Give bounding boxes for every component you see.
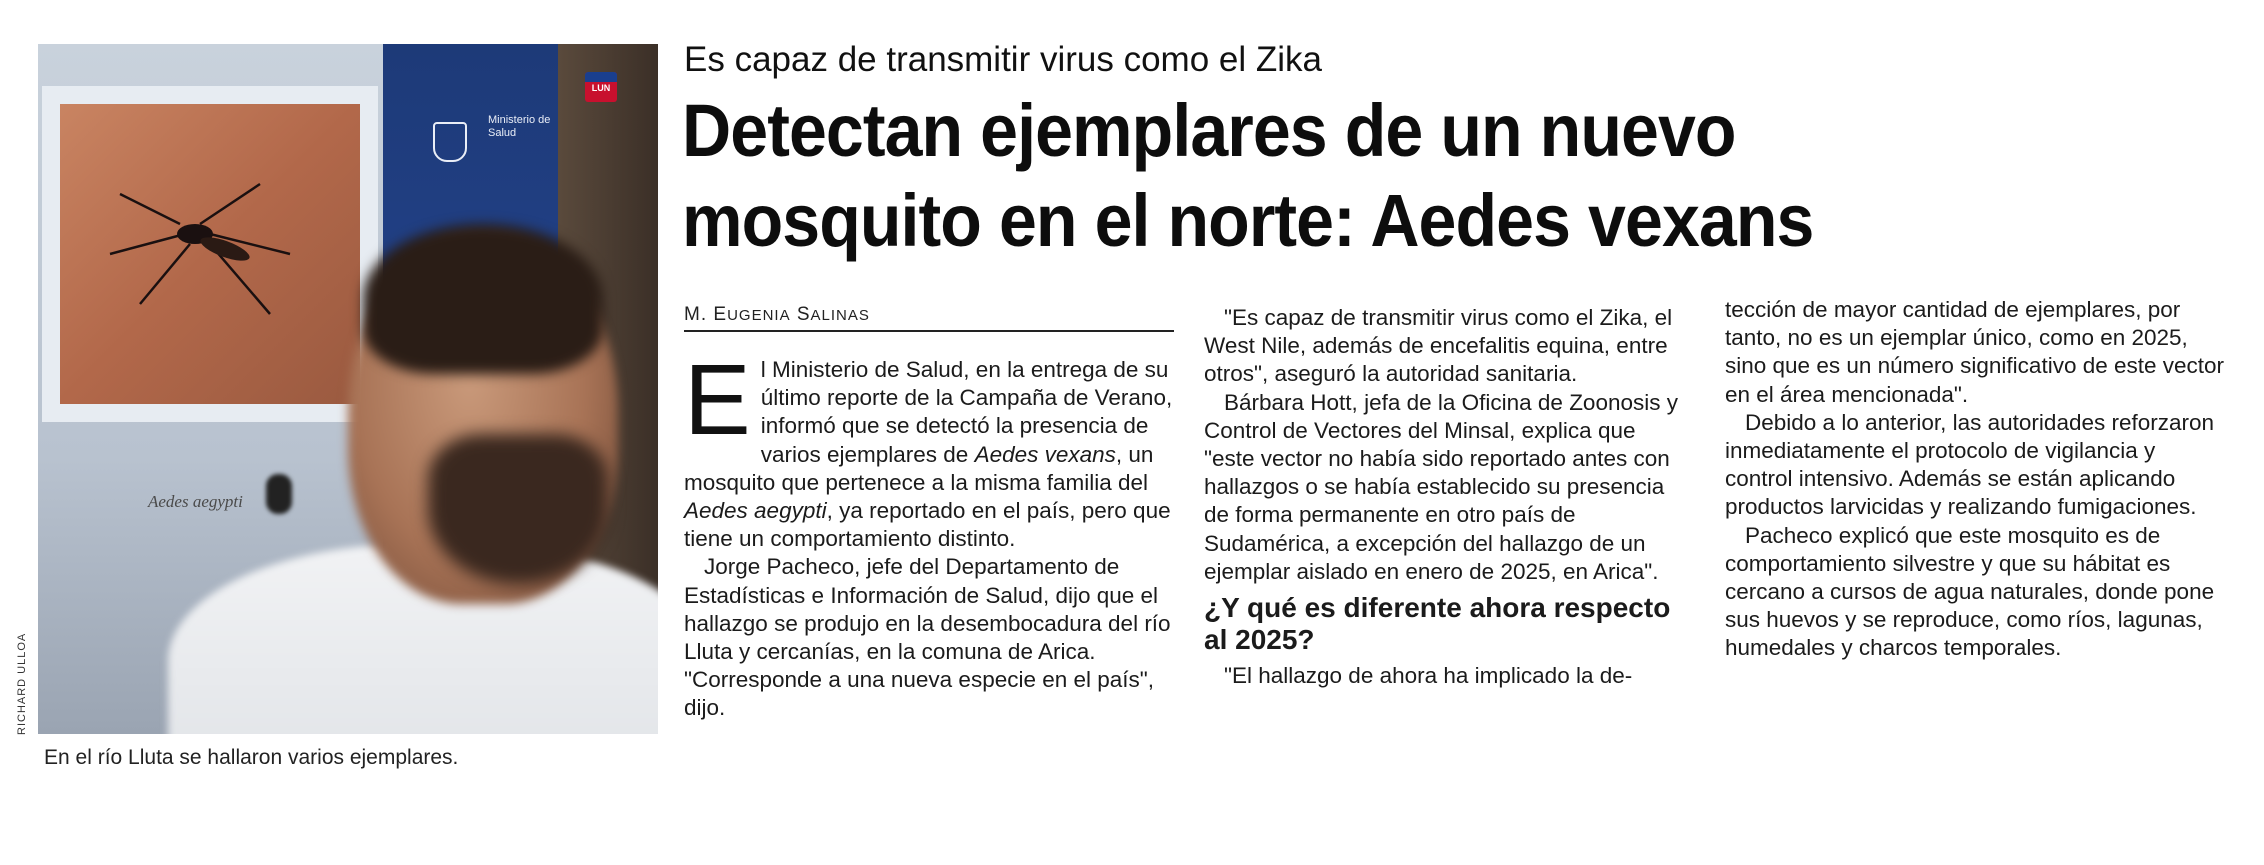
headline-line-2: mosquito en el norte: Aedes vexans xyxy=(682,179,1814,262)
photo-credit: RICHARD ULLOA xyxy=(16,632,28,735)
paragraph-5-continued: tección de mayor cantidad de ejemplares, por tanto, no es un ejemplar único, como en 2025, sino que es un número significativo de este vector en el área mencionada". xyxy=(1725,297,2225,407)
headline-line-1: Detectan ejemplares de un nuevo xyxy=(682,89,1736,172)
byline-last-rest: ALINAS xyxy=(810,307,870,324)
paragraph-3: "Es capaz de transmitir virus como el Zika, el West Nile, además de encefalitis equina, entre otros", aseguró la autoridad sanitaria. xyxy=(1204,305,1673,387)
byline-first-rest: UGENIA xyxy=(727,307,791,324)
mosquito-icon xyxy=(60,104,360,404)
article-column-2 xyxy=(1204,304,1690,690)
byline-last-initial: S xyxy=(796,304,811,325)
article-photo xyxy=(38,44,658,734)
photo-caption: En el río Lluta se hallaron varios ejemplares. xyxy=(44,746,459,769)
paragraph-5-start: "El hallazgo de ahora ha implicado la de- xyxy=(1224,663,1633,689)
ministry-label: Ministerio de Salud xyxy=(488,114,551,139)
article-headline xyxy=(682,86,2117,266)
projection-screen xyxy=(60,104,360,404)
byline-first-initials: M. E xyxy=(684,304,728,325)
article-kicker: Es capaz de transmitir virus como el Zika xyxy=(684,40,1322,79)
subheading: ¿Y qué es diferente ahora respecto al 2025? xyxy=(1204,592,1671,656)
paragraph-2: Jorge Pacheco, jefe del Departamento de Estadísticas e Información de Salud, dijo que el hallazgo se produjo en la desembocadura del río Lluta y cercanías, en la comuna de Arica. "Corresponde a una nueva especie en el país", dijo. xyxy=(684,554,1171,721)
paragraph-7: Pacheco explicó que este mosquito es de comportamiento silvestre y que su hábitat es cercano a cursos de agua naturales, donde pone sus huevos y se reproduce, como ríos, lagunas, humedales y charcos temporales. xyxy=(1725,522,2215,661)
lun-logo-text: LUN xyxy=(591,83,611,93)
drop-cap: E xyxy=(684,344,751,456)
photo-credit-wrap xyxy=(16,632,30,865)
paragraph-4: Bárbara Hott, jefa de la Oficina de Zoonosis y Control de Vectores del Minsal, explica que "este vector no había sido reportado antes con hallazgos o se había establecido su presencia de forma permanente en otro país de Sudamérica, a excepción del hallazgo de un ejemplar aislado en enero de 2025, en Arica". xyxy=(1204,389,1678,584)
article-column-3 xyxy=(1725,296,2225,663)
microphone xyxy=(266,474,292,514)
screen-caption: Aedes aegypti xyxy=(148,492,243,511)
ministry-shield-icon xyxy=(433,122,467,162)
lun-logo-badge xyxy=(585,72,617,102)
speaker-beard xyxy=(428,434,608,584)
article-column-1 xyxy=(684,344,1174,723)
byline xyxy=(684,304,1174,332)
paragraph-6: Debido a lo anterior, las autoridades reforzaron inmediatamente el protocolo de vigilancia y control intensivo. Además se están aplicando productos larvicidas y realizando fumigaciones. xyxy=(1725,409,2215,520)
speaker-hair xyxy=(363,224,603,374)
paragraph-1: El Ministerio de Salud, en la entrega de su último reporte de la Campaña de Verano, informó que se detectó la presencia de varios ejemplares de Aedes vexans, un mosquito que pertenece a la misma familia del Aedes aegypti, ya reportado en el país, pero que tiene un comportamiento distinto. xyxy=(684,344,1173,552)
